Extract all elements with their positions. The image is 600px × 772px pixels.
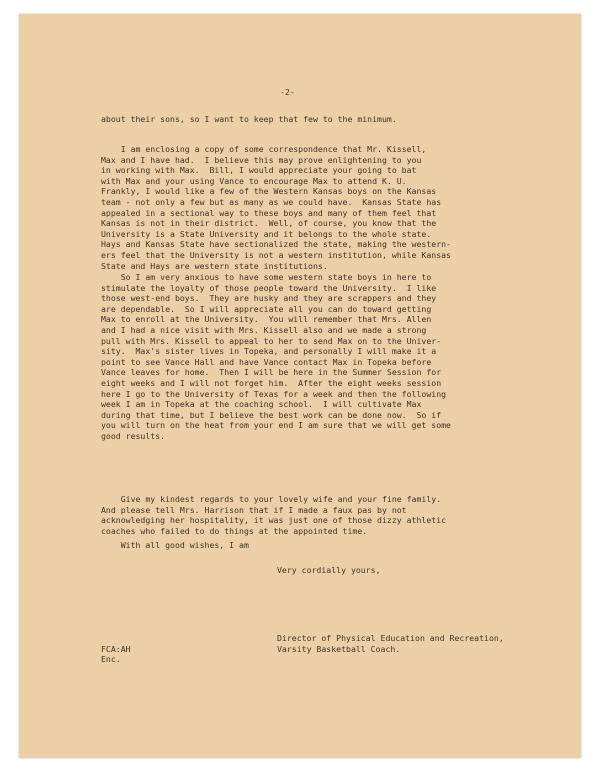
paragraph-line: Hays and Kansas State have sectionalized the state, making the western- bbox=[101, 239, 451, 250]
paragraph-line: ers feel that the University is not a western institution, while Kansas bbox=[101, 250, 451, 260]
paragraph-line: sity. Max's sister lives in Topeka, and personally I will make it a bbox=[101, 346, 437, 357]
reference-initials: FCA:AH bbox=[101, 643, 131, 654]
paragraph-line: good results. bbox=[101, 431, 166, 441]
paragraph-line: Kansas is not in their district. Well, of course, you know that the bbox=[101, 218, 437, 229]
paragraph-line: So I am very anxious to have some western state boys in here to bbox=[101, 272, 432, 282]
paragraph-line: appealed in a sectional way to these boys and many of them feel that bbox=[101, 207, 437, 218]
signature-title: Varsity Basketball Coach. bbox=[277, 643, 401, 654]
paragraph-line: Max and I have had. I believe this may prove enlightening to you bbox=[101, 154, 422, 165]
paragraph-line: are dependable. So I will appreciate all you can do toward getting bbox=[101, 303, 432, 314]
page-number: -2- bbox=[280, 87, 295, 97]
paragraph-line: during that time, but I believe the best work can be done now. So if bbox=[101, 409, 442, 420]
closing-wishes: With all good wishes, I am bbox=[101, 540, 249, 550]
paragraph-line: with Max and your using Vance to encourage Max to attend K. U. bbox=[101, 175, 407, 186]
paragraph-line: Frankly, I would like a few of the Western Kansas boys on the Kansas bbox=[101, 186, 437, 197]
paragraph-line: point to see Vance Hall and have Vance contact Max in Topeka before bbox=[101, 356, 432, 367]
paragraph-line: coaches who failed to do things at the appointed time. bbox=[101, 525, 368, 536]
paragraph-line: University is a State University and it belongs to the whole state. bbox=[101, 228, 432, 239]
enclosure-note: Enc. bbox=[101, 654, 121, 665]
paragraph-line: acknowledging her hospitality, it was just one of those dizzy athletic bbox=[101, 515, 447, 526]
paragraph-line: eight weeks and I will not forget him. After the eight weeks session bbox=[101, 378, 442, 388]
continuation-line: about their sons, so I want to keep that few to the minimum. bbox=[101, 114, 397, 124]
letter-page bbox=[19, 14, 581, 758]
paragraph-line: team - not only a few but as many as we could have. Kansas State has bbox=[101, 197, 442, 207]
paragraph-line: in working with Max. Bill, I would appreciate your going to bat bbox=[101, 165, 417, 176]
paragraph-line: Give my kindest regards to your lovely wife and your fine family. bbox=[101, 494, 442, 504]
paragraph-line: And please tell Mrs. Harrison that if I made a faux pas by not bbox=[101, 504, 407, 515]
complimentary-close: Very cordially yours, bbox=[277, 565, 381, 575]
paragraph-line: and I had a nice visit with Mrs. Kissell also and we made a strong bbox=[101, 325, 427, 335]
paragraph-line: Max to enroll at the University. You will remember that Mrs. Allen bbox=[101, 314, 432, 325]
paragraph-line: pull with Mrs. Kissell to appeal to her to send Max on to the Univer- bbox=[101, 335, 442, 346]
paragraph-line: here I go to the University of Texas for a week and then the following bbox=[101, 388, 447, 399]
paragraph-line: stimulate the loyalty of those people toward the University. I like bbox=[101, 282, 437, 293]
paragraph-line: I am enclosing a copy of some correspondence that Mr. Kissell, bbox=[101, 144, 427, 154]
paragraph-line: you will turn on the heat from your end I am sure that we will get some bbox=[101, 420, 451, 431]
paragraph-line: week I am in Topeka at the coaching school. I will cultivate Max bbox=[101, 399, 422, 410]
paragraph-line: State and Hays are western state institutions. bbox=[101, 260, 328, 271]
paragraph-line: Vance leaves for home. Then I will be here in the Summer Session for bbox=[101, 367, 442, 378]
signature-title: Director of Physical Education and Recreation, bbox=[277, 633, 504, 643]
paragraph-line: those west-end boys. They are husky and they are scrappers and they bbox=[101, 293, 437, 304]
